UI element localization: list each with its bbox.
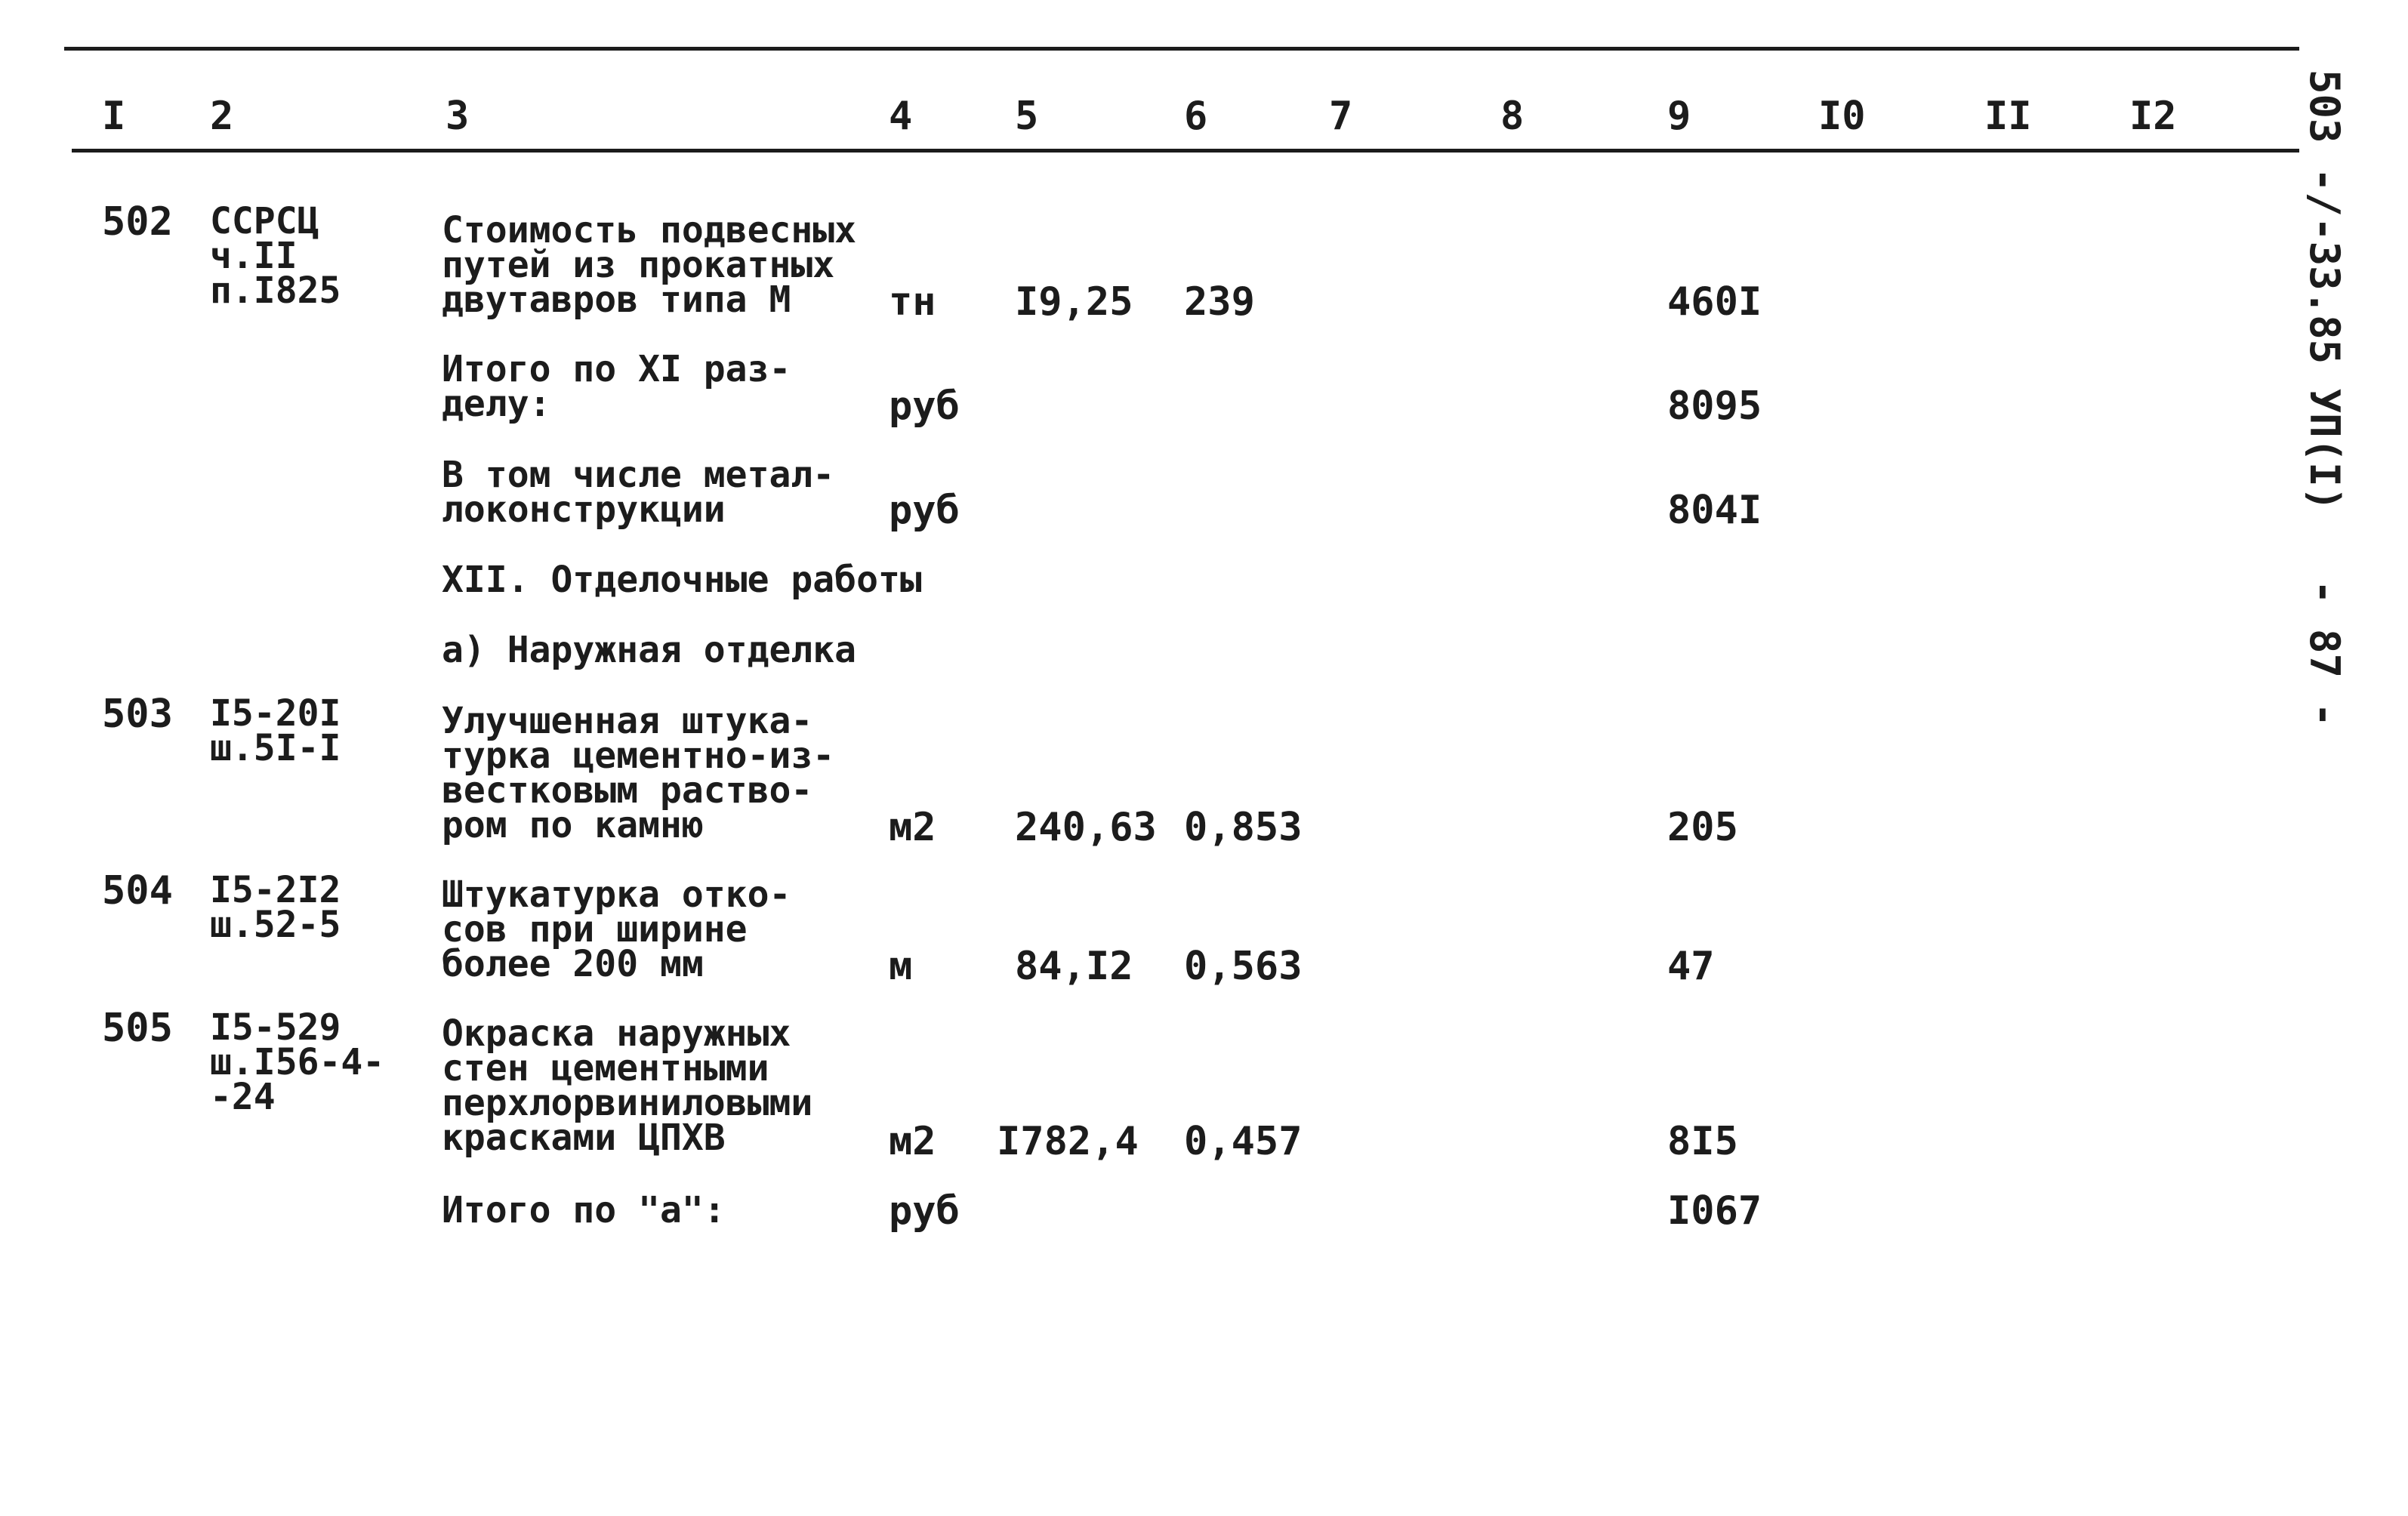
row-number: 504 <box>102 868 173 914</box>
row-reference: I5-529 ш.I56-4- -24 <box>210 1006 385 1118</box>
row-total: 8I5 <box>1667 1119 1738 1164</box>
row-quantity: I782,4 <box>997 1119 1139 1164</box>
row-description: Улучшенная штука- турка цементно-из- вестковым раство- ром по камню <box>442 700 835 846</box>
row-unit: м2 <box>889 1119 936 1164</box>
row-total: I067 <box>1667 1188 1762 1234</box>
col-header-1: I <box>102 94 126 139</box>
col-header-8: 8 <box>1500 94 1525 139</box>
row-total: 8095 <box>1667 384 1762 429</box>
row-description: Итого по XI раз- делу: <box>442 348 791 425</box>
row-unit: м2 <box>889 805 936 850</box>
col-header-10: I0 <box>1818 94 1866 139</box>
row-number: 503 <box>102 692 173 737</box>
row-quantity: 240,63 <box>1015 805 1157 850</box>
section-heading: XII. Отделочные работы <box>442 559 922 601</box>
header-rule <box>72 149 2299 153</box>
col-header-4: 4 <box>889 94 913 139</box>
row-number: 505 <box>102 1006 173 1051</box>
row-description: Окраска наружных стен цементными перхлорвиниловыми красками ЦПХВ <box>442 1012 813 1159</box>
row-quantity: I9,25 <box>1015 279 1133 325</box>
row-description: В том числе метал- локонструкции <box>442 454 835 531</box>
row-quantity: 84,I2 <box>1015 944 1133 989</box>
col-header-3: 3 <box>446 94 470 139</box>
row-unit: м <box>889 944 913 989</box>
row-unit: тн <box>889 279 936 325</box>
page-number: - 87 - <box>2301 580 2348 728</box>
col-header-6: 6 <box>1184 94 1208 139</box>
row-price: 0,853 <box>1184 805 1303 850</box>
row-unit: руб <box>889 488 960 533</box>
row-total: 47 <box>1667 944 1715 989</box>
row-reference: I5-20I ш.5I-I <box>210 692 341 769</box>
row-reference: ССРСЦ ч.II п.I825 <box>210 200 341 312</box>
row-unit: руб <box>889 1188 960 1234</box>
row-total: 205 <box>1667 805 1738 850</box>
row-description: Стоимость подвесных путей из прокатных двутавров типа М <box>442 209 857 321</box>
row-number: 502 <box>102 199 173 245</box>
col-header-9: 9 <box>1667 94 1691 139</box>
row-description: Итого по "а": <box>442 1189 726 1231</box>
row-price: 239 <box>1184 279 1255 325</box>
row-unit: руб <box>889 384 960 429</box>
row-total: 804I <box>1667 488 1762 533</box>
row-reference: I5-2I2 ш.52-5 <box>210 869 341 946</box>
col-header-5: 5 <box>1015 94 1039 139</box>
col-header-7: 7 <box>1329 94 1353 139</box>
subsection-heading: а) Наружная отделка <box>442 629 857 671</box>
col-header-11: II <box>1984 94 2032 139</box>
top-rule <box>64 47 2299 51</box>
document-code: 503 -/-33.85 УП(I) <box>2301 69 2348 512</box>
col-header-2: 2 <box>210 94 234 139</box>
row-price: 0,457 <box>1184 1119 1303 1164</box>
row-total: 460I <box>1667 279 1762 325</box>
row-description: Штукатурка отко- сов при ширине более 200 мм <box>442 874 791 985</box>
row-price: 0,563 <box>1184 944 1303 989</box>
col-header-12: I2 <box>2129 94 2177 139</box>
